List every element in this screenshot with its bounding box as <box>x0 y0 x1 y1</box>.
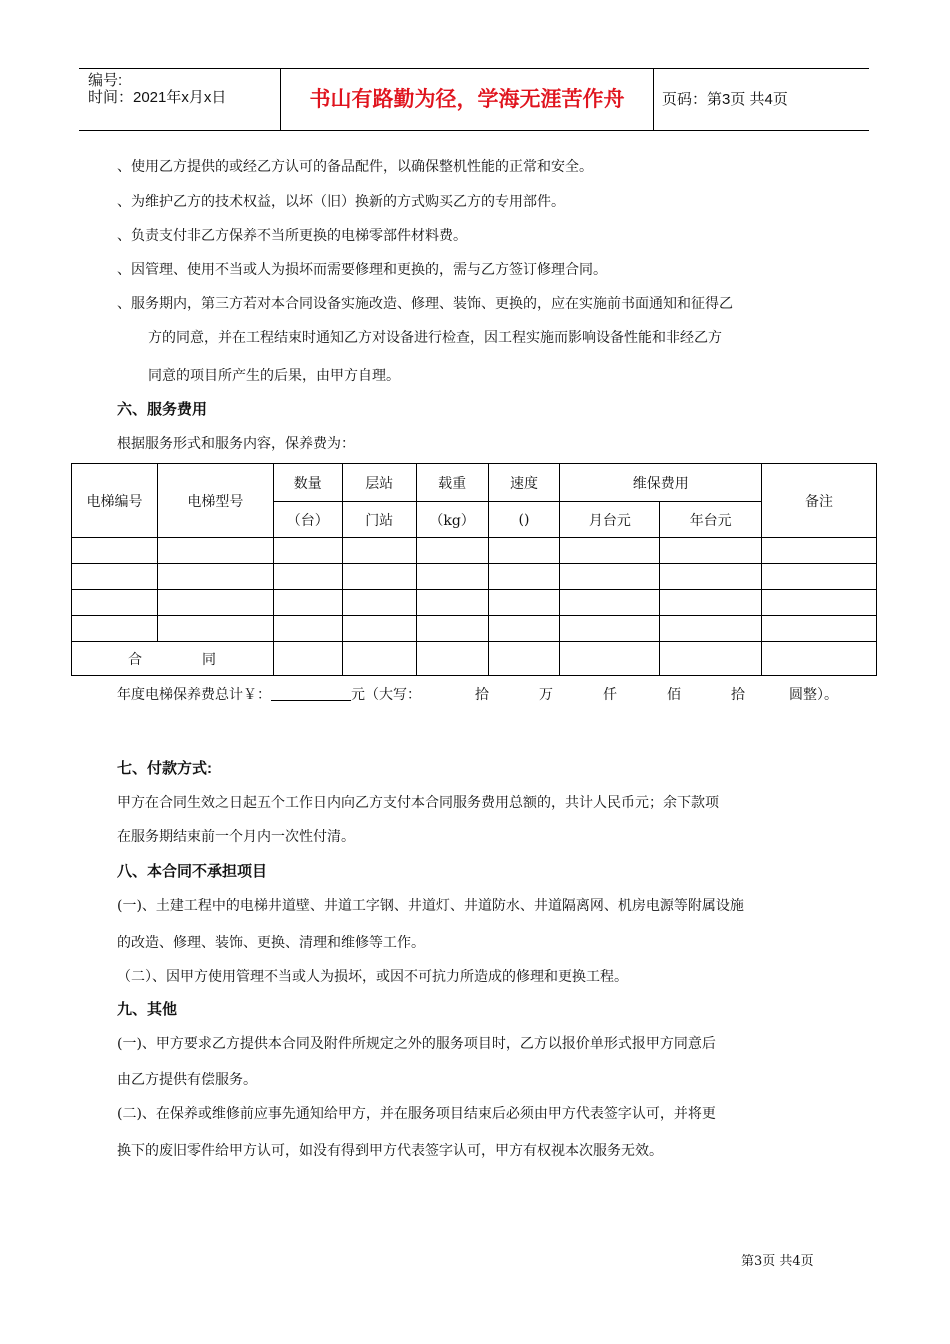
unit-qian: 仟 <box>603 687 617 703</box>
total-label <box>72 642 274 676</box>
table-total-row <box>72 642 877 676</box>
duty-line-4: 、因管理、使用不当或人为损坏而需要修理和更换的，需与乙方签订修理合同。 <box>117 262 607 278</box>
table-row <box>72 616 877 642</box>
unit-shi-2: 拾 <box>731 687 745 703</box>
section-9-line-3: (二)、在保养或维修前应事先通知给甲方，并在服务项目结束后必须由甲方代表签字认可，并将更 <box>117 1106 716 1122</box>
total-label-1: 合 <box>128 651 142 668</box>
duty-line-2: 、为维护乙方的技术权益，以坏（旧）换新的方式购买乙方的专用部件。 <box>117 194 565 210</box>
section-7-line-1: 甲方在合同生效之日起五个工作日内向乙方支付本合同服务费用总额的，共计人民币元；余下款项 <box>117 795 719 811</box>
section-6-title: 六、服务费用 <box>117 401 208 418</box>
section-8-title: 八、本合同不承担项目 <box>117 863 268 880</box>
section-9-line-4: 换下的废旧零件给甲方认可，如没有得到甲方代表签字认可，甲方有权视本次服务无效。 <box>117 1143 663 1159</box>
th-fee: 维保费用 <box>560 464 762 502</box>
total-label-2: 同 <box>202 651 216 668</box>
header-motto: 书山有路勤为径，学海无涯苦作舟 <box>281 69 654 130</box>
table-header-row-1 <box>72 464 877 502</box>
duty-line-5: 、服务期内，第三方若对本合同设备实施改造、修理、装饰、更换的，应在实施前书面通知和征得乙 <box>117 296 733 312</box>
th-remarks: 备注 <box>762 464 877 538</box>
section-9-line-1: (一)、甲方要求乙方提供本合同及附件所规定之外的服务项目时，乙方以报价单形式报甲方同意后 <box>117 1036 716 1052</box>
th-speed: 速度 <box>488 464 560 502</box>
section-8-line-2: 的改造、修理、装饰、更换、清理和维修等工作。 <box>117 935 425 951</box>
unit-bai: 佰 <box>667 687 681 703</box>
annual-total-yuan: 元（大写： <box>351 687 421 703</box>
header-number: 编号: <box>88 72 123 89</box>
section-6-intro: 根据服务形式和服务内容，保养费为： <box>117 436 355 452</box>
table-row <box>72 564 877 590</box>
header-time: 时间：2021年x月x日 <box>88 89 227 106</box>
th-qty: 数量 <box>273 464 342 502</box>
unit-yuan: 圆整）。 <box>789 687 838 703</box>
unit-wan: 万 <box>539 687 553 703</box>
th-load-unit: （kg） <box>416 502 488 538</box>
th-load: 载重 <box>416 464 488 502</box>
th-floors: 层站 <box>342 464 416 502</box>
header-page: 页码：第3页 共4页 <box>662 91 788 108</box>
th-qty-unit: （台） <box>273 502 342 538</box>
fee-table <box>71 463 877 676</box>
annual-total-label: 年度电梯保养费总计￥： <box>117 687 271 703</box>
th-elevator-no: 电梯编号 <box>72 464 158 538</box>
table-row <box>72 590 877 616</box>
th-floors-unit: 门站 <box>342 502 416 538</box>
unit-shi: 拾 <box>475 687 489 703</box>
th-speed-unit: () <box>488 502 560 538</box>
page-header <box>79 68 869 131</box>
th-model: 电梯型号 <box>157 464 273 538</box>
duty-line-6: 方的同意，并在工程结束时通知乙方对设备进行检查，因工程实施而影响设备性能和非经乙方 <box>148 330 722 346</box>
th-yearly: 年台元 <box>660 502 762 538</box>
duty-line-7: 同意的项目所产生的后果，由甲方自理。 <box>148 368 400 384</box>
section-7-line-2: 在服务期结束前一个月内一次性付清。 <box>117 829 355 845</box>
section-8-line-3: （二）、因甲方使用管理不当或人为损坏，或因不可抗力所造成的修理和更换工程。 <box>117 969 628 985</box>
section-9-title: 九、其他 <box>117 1001 178 1018</box>
annual-total-line <box>117 685 838 705</box>
annual-total-blank <box>271 686 351 701</box>
duty-line-3: 、负责支付非乙方保养不当所更换的电梯零部件材料费。 <box>117 228 467 244</box>
page-footer: 第3页 共4页 <box>741 1254 814 1269</box>
th-monthly: 月台元 <box>560 502 660 538</box>
section-8-line-1: (一)、土建工程中的电梯井道壁、井道工字钢、井道灯、井道防水、井道隔离网、机房电源等附属设施 <box>117 898 744 914</box>
section-7-title: 七、付款方式: <box>117 760 212 777</box>
table-row <box>72 538 877 564</box>
duty-line-1: 、使用乙方提供的或经乙方认可的备品配件，以确保整机性能的正常和安全。 <box>117 159 593 175</box>
header-meta <box>79 69 281 130</box>
section-9-line-2: 由乙方提供有偿服务。 <box>117 1072 257 1088</box>
